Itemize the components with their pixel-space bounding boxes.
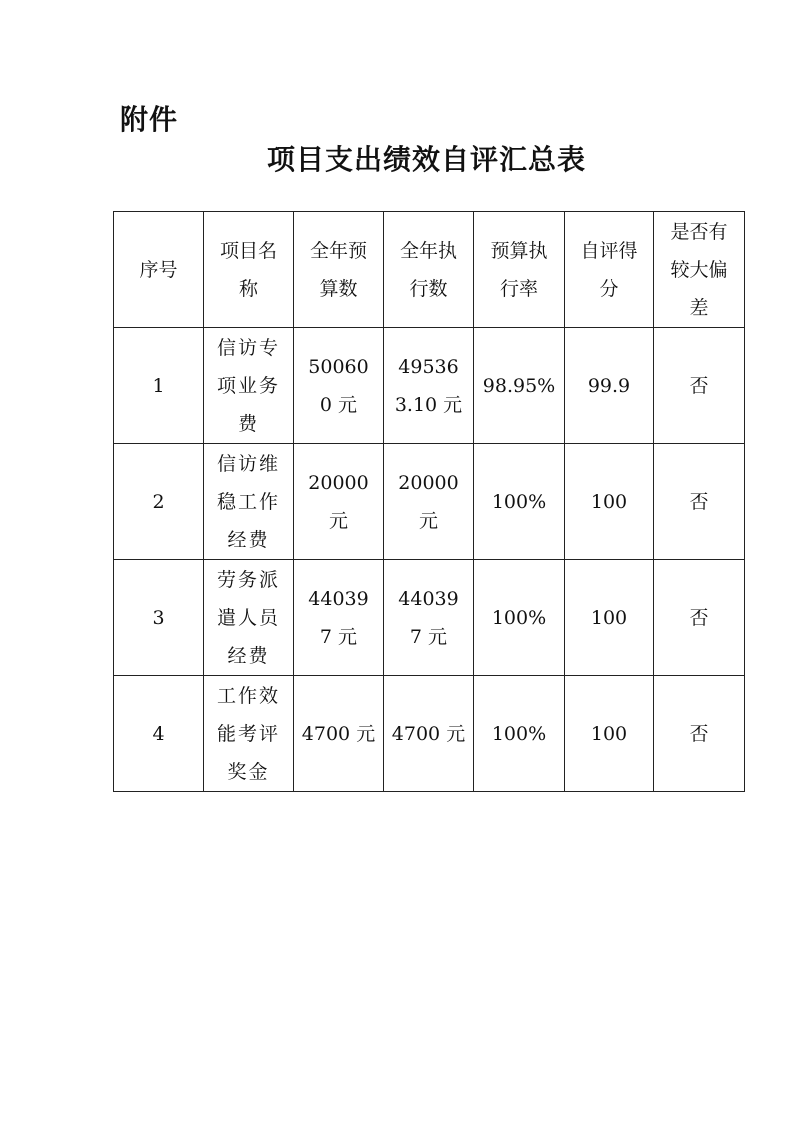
cell-budget: 500600 元	[294, 328, 384, 444]
cell-score: 99.9	[565, 328, 654, 444]
cell-project-name: 信访专项业务费	[204, 328, 294, 444]
cell-rate: 98.95%	[474, 328, 565, 444]
header-annual-budget: 全年预算数	[294, 212, 384, 328]
cell-deviation: 否	[654, 676, 745, 792]
header-project-name: 项目名称	[204, 212, 294, 328]
cell-score: 100	[565, 444, 654, 560]
cell-rate: 100%	[474, 444, 565, 560]
header-index: 序号	[114, 212, 204, 328]
cell-executed: 20000 元	[384, 444, 474, 560]
header-self-score: 自评得分	[565, 212, 654, 328]
cell-executed: 4700 元	[384, 676, 474, 792]
header-execution-rate: 预算执行率	[474, 212, 565, 328]
cell-score: 100	[565, 676, 654, 792]
cell-rate: 100%	[474, 676, 565, 792]
table-row	[114, 444, 745, 560]
cell-project-name: 劳务派遣人员经费	[204, 560, 294, 676]
cell-rate: 100%	[474, 560, 565, 676]
cell-budget: 440397 元	[294, 560, 384, 676]
table-row	[114, 676, 745, 792]
cell-project-name: 信访维稳工作经费	[204, 444, 294, 560]
cell-project-name: 工作效能考评奖金	[204, 676, 294, 792]
cell-deviation: 否	[654, 328, 745, 444]
header-annual-executed: 全年执行数	[384, 212, 474, 328]
cell-score: 100	[565, 560, 654, 676]
page-title: 项目支出绩效自评汇总表	[266, 143, 586, 176]
table-row	[114, 328, 745, 444]
summary-table	[113, 211, 745, 792]
table-header-row	[114, 212, 745, 328]
cell-index: 1	[114, 328, 204, 444]
cell-deviation: 否	[654, 444, 745, 560]
cell-deviation: 否	[654, 560, 745, 676]
cell-budget: 20000 元	[294, 444, 384, 560]
cell-index: 3	[114, 560, 204, 676]
cell-index: 4	[114, 676, 204, 792]
cell-executed: 440397 元	[384, 560, 474, 676]
attachment-label: 附件	[120, 103, 179, 136]
header-large-deviation: 是否有较大偏差	[654, 212, 745, 328]
table-row	[114, 560, 745, 676]
cell-budget: 4700 元	[294, 676, 384, 792]
cell-index: 2	[114, 444, 204, 560]
cell-executed: 495363.10 元	[384, 328, 474, 444]
